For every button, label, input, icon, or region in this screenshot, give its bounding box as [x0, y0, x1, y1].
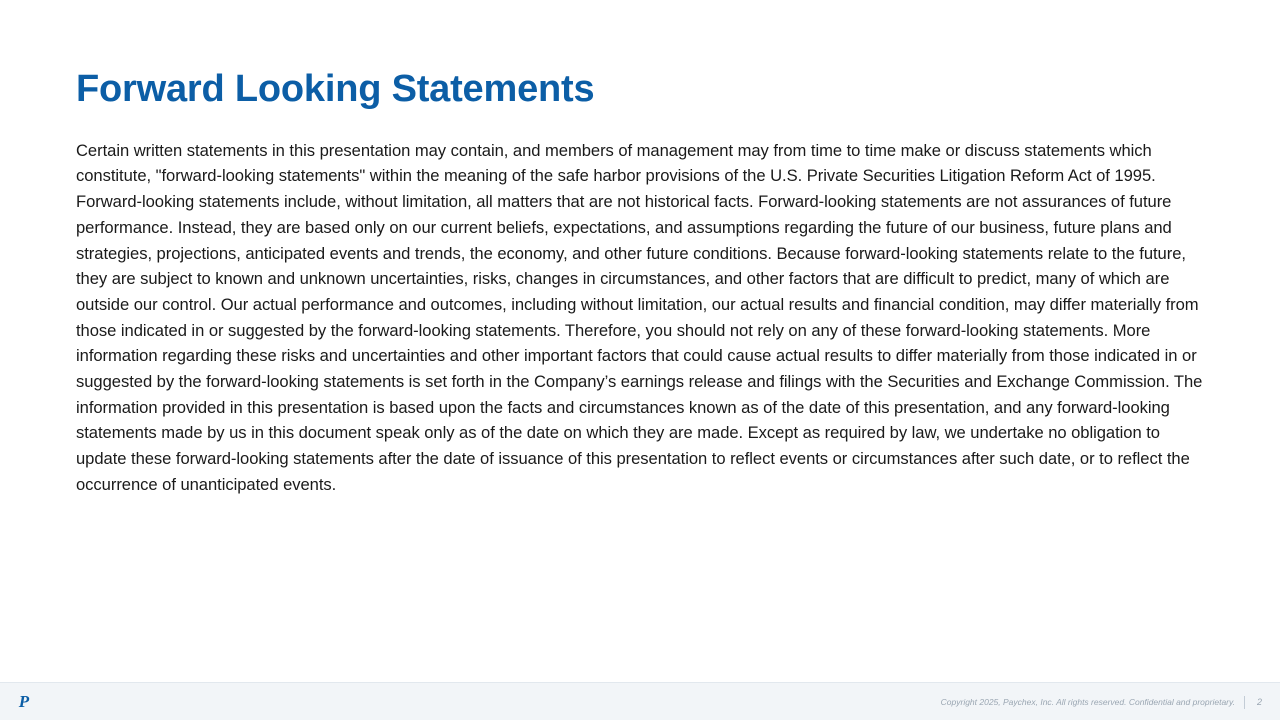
copyright-text: Copyright 2025, Paychex, Inc. All rights reserved. Confidential and proprietary.	[940, 697, 1235, 707]
footer-divider	[1244, 696, 1245, 709]
footer-meta	[941, 683, 1262, 721]
page-title: Forward Looking Statements	[76, 68, 595, 110]
paychex-p-logo-icon: P	[18, 692, 30, 711]
body-paragraph: Certain written statements in this presentation may contain, and members of management may from time to time make or discuss statements which constitute, "forward-looking statements" within the meaning of the safe harbor provisions of the U.S. Private Securities Litigation Reform Act of 1995. Forward-looking statements include, without limitation, all matters that are not historical facts. Forward-looking statements are not assurances of future performance. Instead, they are based only on our current beliefs, expectations, and assumptions regarding the future of our business, future plans and strategies, projections, anticipated events and trends, the economy, and other future conditions. Because forward-looking statements relate to the future, they are subject to known and unknown uncertainties, risks, changes in circumstances, and other factors that are difficult to predict, many of which are outside our control. Our actual performance and outcomes, including without limitation, our actual results and financial condition, may differ materially from those indicated in or suggested by the forward-looking statements. Therefore, you should not rely on any of these forward-looking statements. More information regarding these risks and uncertainties and other important factors that could cause actual results to differ materially from those indicated in or suggested by the forward-looking statements is set forth in the Company’s earnings release and filings with the Securities and Exchange Commission. The information provided in this presentation is based upon the facts and circumstances known as of the date of this presentation, and any forward-looking statements made by us in this document speak only as of the date on which they are made. Except as required by law, we undertake no obligation to update these forward-looking statements after the date of issuance of this presentation to reflect events or circumstances after such date, or to reflect the occurrence of unanticipated events.	[76, 140, 1203, 494]
slide-footer	[0, 682, 1280, 720]
slide-content	[76, 68, 1210, 498]
page-number: 2	[1256, 697, 1262, 707]
